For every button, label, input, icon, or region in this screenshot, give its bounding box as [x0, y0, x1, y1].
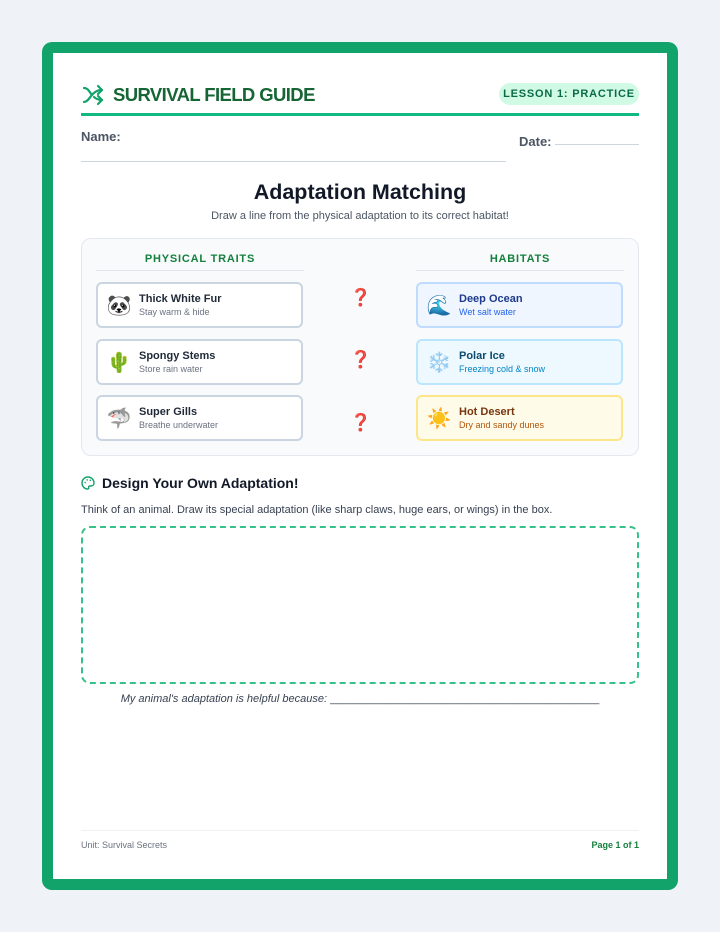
habitat-title: Hot Desert — [459, 405, 515, 418]
worksheet-page — [42, 42, 678, 890]
habitats-heading: HABITATS — [416, 253, 624, 271]
habitat-title: Deep Ocean — [459, 292, 523, 305]
habitat-subtitle: Wet salt water — [459, 306, 516, 317]
question-mark-icon: ❓ — [350, 288, 372, 308]
footer-page-number: Page 1 of 1 — [591, 840, 639, 850]
design-title: Design Your Own Adaptation! — [102, 475, 299, 491]
habitat-title: Polar Ice — [459, 349, 505, 362]
answer-blank[interactable]: ____________________________________________ — [330, 693, 600, 705]
trait-card[interactable] — [96, 282, 303, 328]
design-instructions: Think of an animal. Draw its special adaptation (like sharp claws, huge ears, or wings) in the box. — [81, 504, 553, 516]
helpful-prompt — [53, 693, 667, 705]
date-label: Date: — [519, 134, 552, 149]
trait-card[interactable] — [96, 339, 303, 385]
palette-icon — [81, 476, 95, 490]
date-line[interactable] — [555, 144, 639, 145]
matching-panel — [81, 238, 639, 456]
trait-title: Spongy Stems — [139, 349, 216, 362]
snowflake-icon: ❄️ — [426, 350, 452, 374]
footer-divider — [81, 830, 639, 831]
habitat-card[interactable] — [416, 282, 623, 328]
name-line[interactable] — [81, 161, 506, 162]
cactus-icon: 🌵 — [106, 350, 132, 374]
activity-title: Adaptation Matching — [253, 180, 467, 204]
trait-title: Super Gills — [139, 405, 198, 418]
trait-subtitle: Stay warm & hide — [139, 306, 210, 317]
brand — [81, 84, 315, 106]
trait-card[interactable] — [96, 395, 303, 441]
drawing-box[interactable] — [81, 526, 639, 684]
question-mark-icon: ❓ — [350, 350, 372, 370]
header-divider — [81, 113, 639, 116]
habitat-card[interactable] — [416, 339, 623, 385]
footer-unit: Unit: Survival Secrets — [81, 840, 168, 850]
question-mark-icon: ❓ — [350, 413, 372, 433]
habitat-subtitle: Dry and sandy dunes — [459, 419, 545, 430]
trait-subtitle: Breathe underwater — [139, 419, 219, 430]
shuffle-icon — [81, 84, 105, 106]
traits-heading: PHYSICAL TRAITS — [96, 253, 304, 271]
habitat-subtitle: Freezing cold & snow — [459, 363, 546, 374]
lesson-badge: LESSON 1: PRACTICE — [499, 83, 639, 105]
trait-subtitle: Store rain water — [139, 363, 203, 374]
sun-icon: ☀️ — [426, 406, 452, 430]
design-heading — [81, 475, 299, 491]
name-label: Name: — [81, 129, 121, 144]
activity-instructions: Draw a line from the physical adaptation to its correct habitat! — [211, 210, 509, 222]
trait-title: Thick White Fur — [139, 292, 222, 305]
wave-icon: 🌊 — [426, 293, 452, 317]
helpful-prompt-text: My animal's adaptation is helpful because: — [120, 693, 328, 705]
panda-icon: 🐼 — [106, 293, 132, 317]
habitat-card[interactable] — [416, 395, 623, 441]
shark-icon: 🦈 — [106, 406, 132, 430]
brand-title: SURVIVAL FIELD GUIDE — [113, 84, 315, 105]
